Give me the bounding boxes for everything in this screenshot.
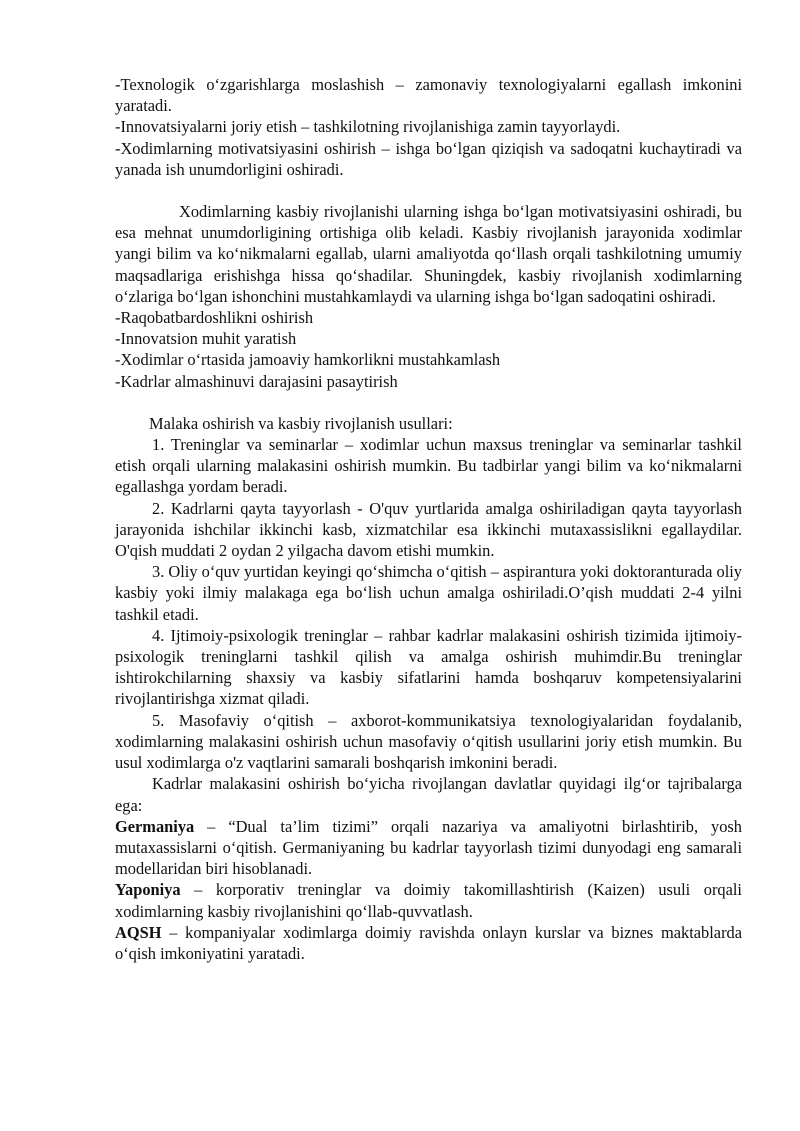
method-item-postgraduate: 3. Oliy o‘quv yurtidan keyingi qo‘shimcha o‘qitish – aspirantura yoki doktoranturada oliy kasbiy yoki ilmiy malakaga ega bo‘lish uchun amalga oshiriladi.O’qish muddati 2-4 yilni tashkil etadi. — [115, 562, 742, 624]
country-japan — [115, 879, 742, 921]
intro-item-innovation: -Innovatsiyalarni joriy etish – tashkilotning rivojlanishiga zamin tayyorlaydi. — [115, 117, 621, 137]
methods-heading: Malaka oshirish va kasbiy rivojlanish usullari: — [149, 413, 453, 433]
development-paragraph: Xodimlarning kasbiy rivojlanishi ularning ishga bo‘lgan motivatsiyasini oshiradi, bu esa mehnat unumdorligining ortishiga olib keladi. Kasbiy rivojlanish jarayonida xodimlar yangi bilim va ko‘nikmalarni egallab, ularni amaliyotda qo‘llash orqali tashkilotning umumiy maqsadlariga erishishga hissa qo‘shadilar. Shuningdek, kasbiy rivojlanish xodimlarning o‘zlariga bo‘lgan ishonchini mustahkamlaydi va ularning ishga bo‘lgan sadoqatini oshiradi. — [115, 202, 742, 306]
intro-item-motivation: -Xodimlarning motivatsiyasini oshirish – ishga bo‘lgan qiziqish va sadoqatni kuchaytiradi va yanada ish unumdorligini oshiradi. — [115, 138, 742, 179]
paragraph-spacer — [115, 392, 742, 413]
method-item-trainings: 1. Treninglar va seminarlar – xodimlar uchun maxsus treninglar va seminarlar tashkil etish orqali ularning malakasini oshirish mumkin. Bu tadbirlar yangi bilim va ko‘nikmalarni egallashga yordam beradi. — [115, 435, 742, 497]
document-page — [115, 74, 742, 964]
country-name: Germaniya — [115, 816, 195, 836]
method-item-socio-psychological: 4. Ijtimoiy-psixologik treninglar – rahbar kadrlar malakasini oshirish tizimida ijtimoiy-psixologik treninglarni tashkil qilish va amalga oshirish muhimdir.Bu treninglar ishtirokchilarning shaxsiy va kasbiy sifatlarini hamda boshqaruv kompetensiyalarini rivojlantirishga xizmat qiladi. — [115, 625, 742, 709]
country-description: – korporativ treninglar va doimiy takomillashtirish (Kaizen) usuli orqali xodimlarning kasbiy rivojlanishini qo‘llab-quvvatlash. — [115, 880, 742, 921]
benefit-item-teamwork: -Xodimlar o‘rtasida jamoaviy hamkorlikni mustahkamlash — [115, 350, 501, 370]
paragraph-spacer — [115, 180, 742, 201]
country-name: AQSH — [115, 922, 162, 942]
countries-intro: Kadrlar malakasini oshirish bo‘yicha rivojlangan davlatlar quyidagi ilg‘or tajribalarga ega: — [115, 774, 742, 815]
country-usa — [115, 922, 742, 964]
country-germany — [115, 816, 742, 880]
benefit-item-competitiveness: -Raqobatbardoshlikni oshirish — [115, 308, 314, 328]
benefit-item-turnover: -Kadrlar almashinuvi darajasini pasaytirish — [115, 371, 398, 391]
country-name: Yaponiya — [115, 880, 181, 900]
method-item-retraining: 2. Kadrlarni qayta tayyorlash - O'quv yurtlarida amalga oshiriladigan qayta tayyorlash jarayonida ishchilar ikkinchi kasb, xizmatchilar esa ikkinchi mutaxassislikni egallaydilar. O'qish muddati 2 oydan 2 yilgacha davom etishi mumkin. — [115, 498, 742, 561]
benefit-item-innovation-environment: -Innovatsion muhit yaratish — [115, 329, 297, 349]
intro-item-adaptation: -Texnologik o‘zgarishlarga moslashish – zamonaviy texnologiyalarni egallash imkonini yaratadi. — [115, 75, 742, 116]
method-item-distance-learning: 5. Masofaviy o‘qitish – axborot-kommunikatsiya texnologiyalaridan foydalanib, xodimlarning malakasini oshirish uchun masofaviy o‘qitish usullarini joriy etish mumkin. Bu usul xodimlarga o'z vaqtlarini samarali boshqarish imkonini beradi. — [115, 710, 742, 773]
country-description: – “Dual ta’lim tizimi” orqali nazariya va amaliyotni birlashtirib, yosh mutaxassislarni o‘qitish. Germaniyaning bu kadrlar tayyorlash tizimi dunyodagi eng samarali modellaridan biri hisoblanadi. — [115, 816, 742, 879]
country-description: – kompaniyalar xodimlarga doimiy ravishda onlayn kurslar va biznes maktablarda o‘qish imkoniyatini yaratadi. — [115, 922, 742, 963]
